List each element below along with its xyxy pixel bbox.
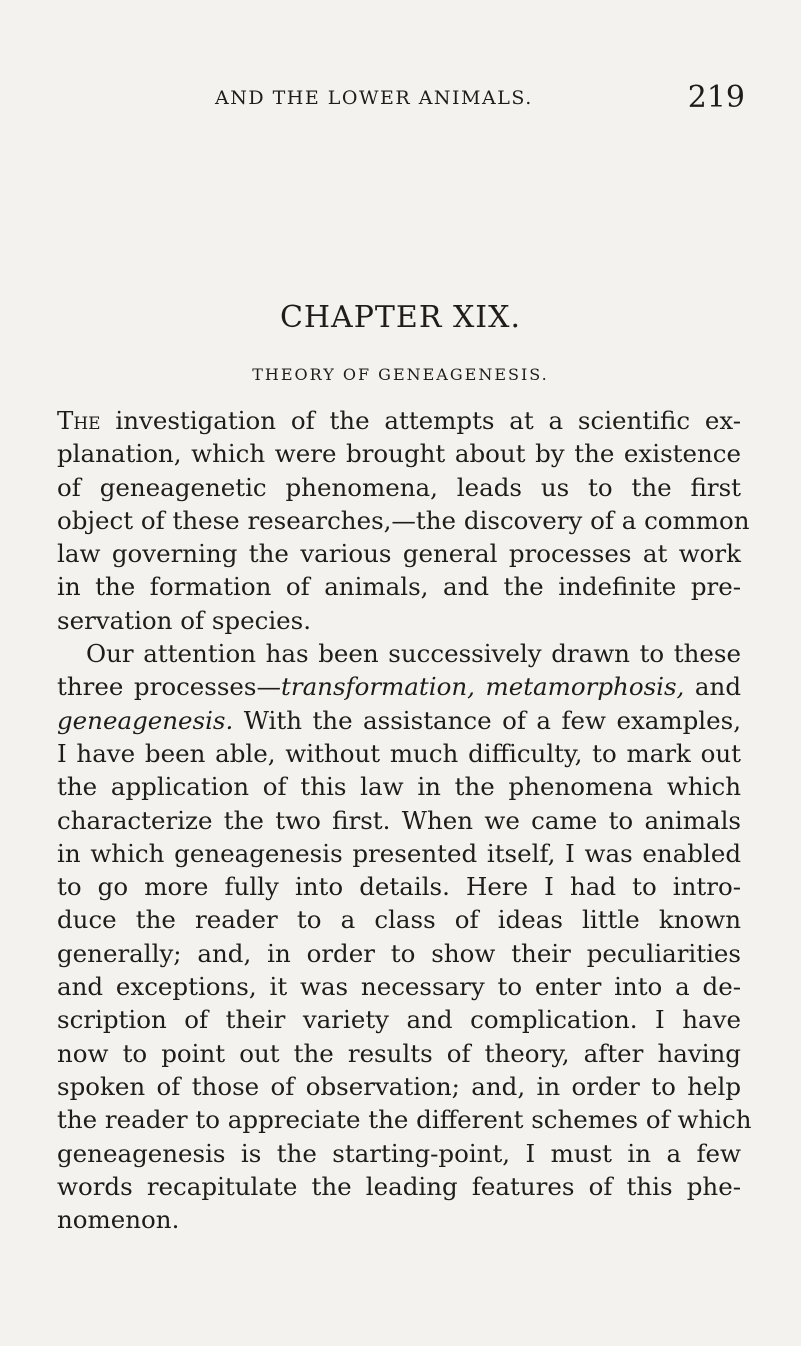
chapter-title: CHAPTER XIX. bbox=[279, 300, 522, 335]
text-line: law governing the various general processes at work bbox=[57, 539, 741, 569]
text-line: generally; and, in order to show their peculiarities bbox=[57, 938, 741, 968]
text-line: of geneagenetic phenomena, leads us to the first bbox=[57, 472, 741, 502]
text-line: characterize the two first. When we came to animals bbox=[57, 805, 741, 835]
text-line: the application of this law in the phenomena which bbox=[57, 772, 741, 802]
body-text bbox=[57, 404, 752, 1236]
text-line: scription of their variety and complication. I have bbox=[57, 1005, 741, 1035]
text-line: to go more fully into details. Here I had to intro- bbox=[57, 872, 741, 902]
text-line: and exceptions, it was necessary to enter into a de- bbox=[57, 972, 741, 1002]
text-line: I have been able, without much difficulty, to mark out bbox=[57, 738, 741, 768]
text-line: now to point out the results of theory, after having bbox=[57, 1038, 741, 1068]
text-line: The investigation of the attempts at a scientific ex- bbox=[57, 406, 742, 435]
text-line: spoken of those of observation; and, in order to help bbox=[57, 1071, 741, 1101]
text-line: nomenon. bbox=[57, 1205, 180, 1235]
text-line: three processes—transformation, metamorphosis, and bbox=[57, 672, 741, 702]
text-line: geneagenesis is the starting-point, I must in a few bbox=[57, 1138, 741, 1168]
page-number: 219 bbox=[687, 80, 745, 115]
running-head bbox=[215, 80, 745, 116]
text-line: words recapitulate the leading features of this phe- bbox=[57, 1171, 741, 1201]
text-line: the reader to appreciate the different schemes of which bbox=[57, 1105, 752, 1135]
text-line: planation, which were brought about by the existence bbox=[57, 439, 741, 469]
running-title: AND THE LOWER ANIMALS. bbox=[215, 87, 533, 109]
text-line: duce the reader to a class of ideas little known bbox=[57, 905, 741, 935]
text-line: geneagenesis. With the assistance of a few examples, bbox=[57, 705, 741, 735]
text-line: in which geneagenesis presented itself, I was enabled bbox=[57, 838, 741, 868]
section-title: THEORY OF GENEAGENESIS. bbox=[252, 365, 549, 384]
text-line: in the formation of animals, and the indefinite pre- bbox=[57, 572, 741, 602]
text-line: servation of species. bbox=[57, 605, 312, 635]
text-line: object of these researches,—the discovery of a common bbox=[57, 505, 750, 535]
text-line: Our attention has been successively drawn to these bbox=[86, 639, 741, 669]
